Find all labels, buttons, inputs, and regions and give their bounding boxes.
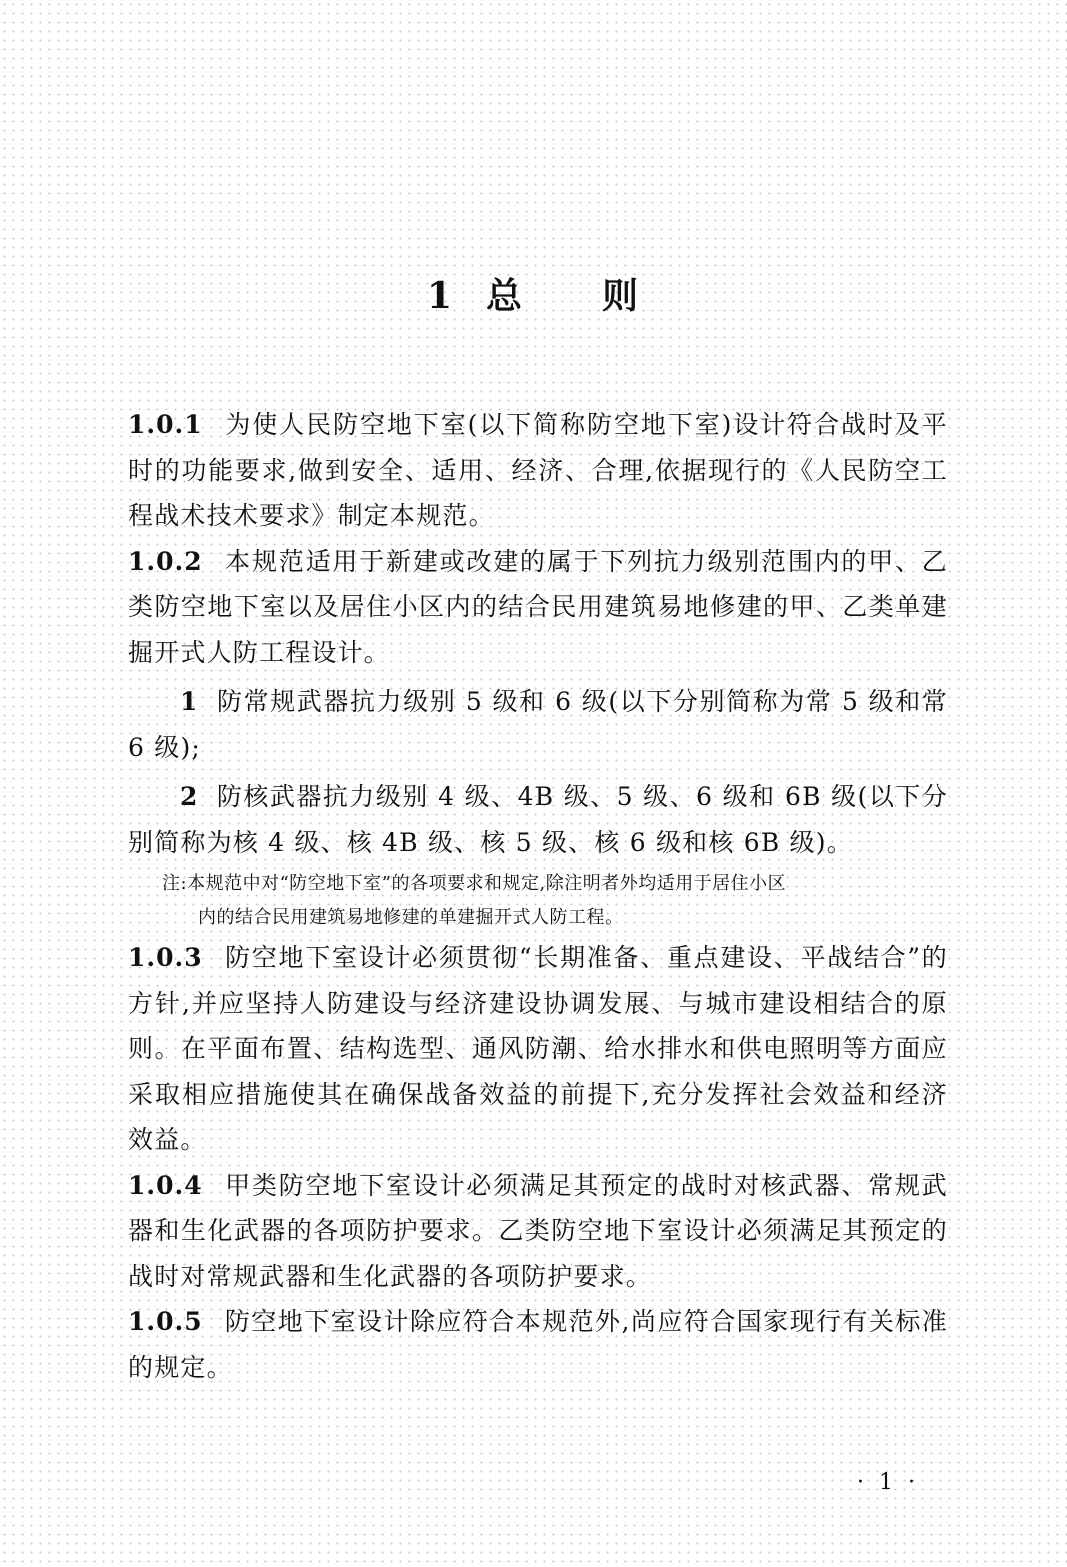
item-text: 防常规武器抗力级别 5 级和 6 级(以下分别简称为常 5 级和常 6 级); [128, 687, 948, 762]
clause-1-0-2 [128, 539, 948, 676]
note-line-1: 注:本规范中对“防空地下室”的各项要求和规定,除注明者外均适用于居住小区 [162, 873, 787, 894]
note-line-2: 内的结合民用建筑易地修建的单建掘开式人防工程。 [198, 907, 624, 928]
clause-1-0-2-item-2 [128, 774, 948, 865]
item-number: 1 [180, 687, 199, 716]
item-number: 2 [180, 782, 199, 811]
clause-number: 1.0.5 [128, 1307, 203, 1336]
chapter-title-char-2: 则 [602, 275, 641, 317]
clause-1-0-2-note [128, 867, 948, 935]
chapter-body [128, 402, 948, 1390]
clause-text: 防空地下室设计必须贯彻“长期准备、重点建设、平战结合”的方针,并应坚持人防建设与经济建设协调发展、与城市建设相结合的原则。在平面布置、结构选型、通风防潮、给水排水和供电照明等方面应采取相应措施使其在确保战备效益的前提下,充分发挥社会效益和经济效益。 [128, 943, 948, 1154]
chapter-number: 1 [426, 275, 455, 317]
clause-text: 防空地下室设计除应符合本规范外,尚应符合国家现行有关标准的规定。 [128, 1307, 948, 1382]
clause-1-0-1 [128, 402, 948, 539]
chapter-title [0, 268, 1067, 319]
clause-1-0-3 [128, 935, 948, 1163]
clause-number: 1.0.1 [128, 410, 203, 439]
clause-text: 本规范适用于新建或改建的属于下列抗力级别范围内的甲、乙类防空地下室以及居住小区内的结合民用建筑易地修建的甲、乙类单建掘开式人防工程设计。 [128, 546, 948, 667]
item-text: 防核武器抗力级别 4 级、4B 级、5 级、6 级和 6B 级(以下分别简称为核 4 级、核 4B 级、核 5 级、核 6 级和核 6B 级)。 [128, 782, 948, 857]
clause-text: 甲类防空地下室设计必须满足其预定的战时对核武器、常规武器和生化武器的各项防护要求。乙类防空地下室设计必须满足其预定的战时对常规武器和生化武器的各项防护要求。 [128, 1170, 948, 1291]
page-number: · 1 · [857, 1470, 919, 1495]
clause-1-0-2-item-1 [128, 679, 948, 770]
chapter-title-char-1: 总 [486, 275, 525, 317]
clause-number: 1.0.2 [128, 546, 203, 576]
clause-text: 为使人民防空地下室(以下简称防空地下室)设计符合战时及平时的功能要求,做到安全、适用、经济、合理,依据现行的《人民防空工程战术技术要求》制定本规范。 [128, 410, 948, 530]
clause-1-0-5 [128, 1299, 948, 1390]
clause-number: 1.0.3 [128, 943, 203, 972]
clause-1-0-4 [128, 1163, 948, 1300]
clause-number: 1.0.4 [128, 1170, 203, 1200]
